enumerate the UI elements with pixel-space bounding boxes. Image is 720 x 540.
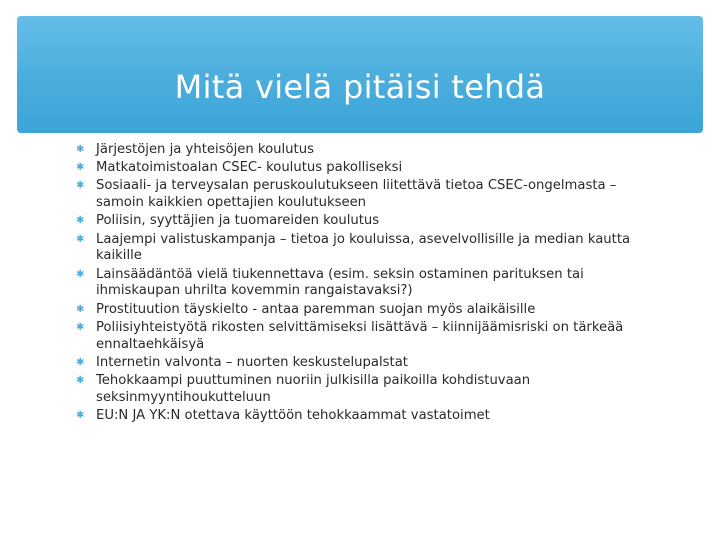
slide-title: Mitä vielä pitäisi tehdä [174,68,546,106]
bullet-item [76,373,666,407]
bullet-item [76,302,666,319]
bullet-text: Poliisin, syyttäjien ja tuomareiden koulutus [96,213,380,229]
bullet-text: Matkatoimistoalan CSEC- koulutus pakolliseksi [96,160,403,176]
bullet-text: Tehokkaampi puuttuminen nuoriin julkisilla paikoilla kohdistuvaan seksinmyyntihoukutteluun [96,372,531,405]
asterisk-bullet-icon: ✱ [76,215,85,227]
bullet-item [76,408,666,425]
bullet-text: Sosiaali- ja terveysalan peruskoulutukseen liitettävä tietoa CSEC-ongelmasta – samoin kaikkien opettajien koulutukseen [96,178,617,211]
bullet-item [76,213,666,230]
bullet-item [76,320,666,354]
asterisk-bullet-icon: ✱ [76,321,85,333]
asterisk-bullet-icon: ✱ [76,303,85,315]
bullet-text: Prostituution täyskielto - antaa paremman suojan myös alaikäisille [96,301,536,317]
asterisk-bullet-icon: ✱ [76,356,85,368]
asterisk-bullet-icon: ✱ [76,409,85,421]
asterisk-bullet-icon: ✱ [76,180,85,192]
bullet-text: Lainsäädäntöä vielä tiukennettava (esim. seksin ostaminen parituksen tai ihmiskaupan uhrilta kovemmin rangaistavaksi?) [96,266,584,299]
title-panel [17,16,703,133]
bullet-text: Järjestöjen ja yhteisöjen koulutus [96,142,314,157]
bullet-text: Internetin valvonta – nuorten keskustelupalstat [96,354,408,370]
bullet-text: EU:N JA YK:N otettava käyttöön tehokkaammat vastatoimet [96,407,490,423]
asterisk-bullet-icon: ✱ [76,162,85,174]
bullet-item [76,142,666,159]
bullet-text: Laajempi valistuskampanja – tietoa jo kouluissa, asevelvollisille ja median kautta kaikille [96,231,631,264]
bullet-item [76,355,666,372]
bullet-item [76,267,666,301]
asterisk-bullet-icon: ✱ [76,144,85,155]
asterisk-bullet-icon: ✱ [76,233,85,245]
bullet-text: Poliisiyhteistyötä rikosten selvittämiseksi lisättävä – kiinnijäämisriski on tärkeää ennaltaehkäisyä [96,319,624,352]
bullet-item [76,232,666,266]
bullet-item [76,160,666,177]
bullet-item [76,178,666,212]
bullet-list [76,142,666,426]
asterisk-bullet-icon: ✱ [76,374,85,386]
asterisk-bullet-icon: ✱ [76,268,85,280]
